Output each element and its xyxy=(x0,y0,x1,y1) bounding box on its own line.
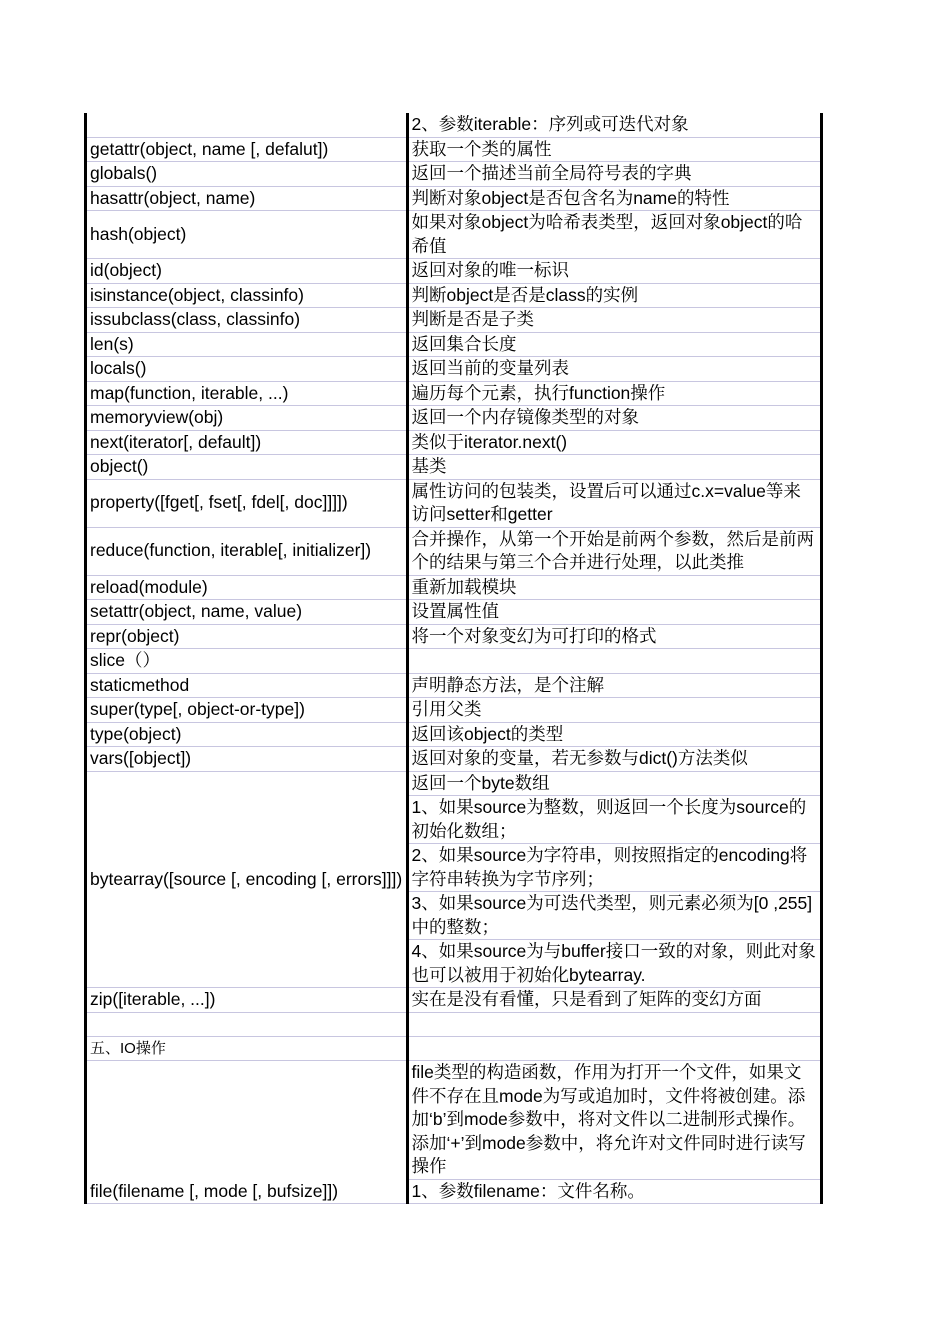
description-cell: 获取一个类的属性 xyxy=(407,137,820,162)
description-cell: 合并操作，从第一个开始是前两个参数，然后是前两个的结果与第三个合并进行处理，以此类推 xyxy=(407,527,820,575)
function-signature-cell: property([fget[, fset[, fdel[, doc]]]]) xyxy=(87,479,407,527)
table-row xyxy=(87,211,820,259)
table-row xyxy=(87,406,820,431)
description-cell: file类型的构造函数，作用为打开一个文件，如果文件不存在且mode为写或追加时，文件将被创建。添加‘b’到mode参数中，将对文件以二进制形式操作。添加‘+’到mode参数中，将允许对文件同时进行读写操作 xyxy=(407,1061,820,1180)
function-signature-cell: slice（） xyxy=(87,649,407,674)
description-cell: 实在是没有看懂，只是看到了矩阵的变幻方面 xyxy=(407,988,820,1013)
table-row xyxy=(87,747,820,772)
description-cell: 属性访问的包装类，设置后可以通过c.x=value等来访问setter和getter xyxy=(407,479,820,527)
function-signature-cell: reload(module) xyxy=(87,575,407,600)
table-row xyxy=(87,113,820,137)
function-signature-cell: isinstance(object, classinfo) xyxy=(87,283,407,308)
description-cell: 判断object是否是class的实例 xyxy=(407,283,820,308)
description-cell: 判断是否是子类 xyxy=(407,308,820,333)
function-signature-cell: type(object) xyxy=(87,722,407,747)
description-cell: 2、如果source为字符串，则按照指定的encoding将字符串转换为字节序列； xyxy=(407,844,820,892)
table-row xyxy=(87,698,820,723)
table-row xyxy=(87,137,820,162)
function-signature-cell: bytearray([source [, encoding [, errors]]]) xyxy=(87,771,407,988)
function-signature-cell: next(iterator[, default]) xyxy=(87,430,407,455)
description-cell: 基类 xyxy=(407,455,820,480)
table-row xyxy=(87,575,820,600)
table-row xyxy=(87,673,820,698)
description-cell: 4、如果source为与buffer接口一致的对象，则此对象也可以被用于初始化bytearray. xyxy=(407,940,820,988)
function-signature-cell: file(filename [, mode [, bufsize]]) xyxy=(87,1061,407,1204)
description-cell: 返回一个内存镜像类型的对象 xyxy=(407,406,820,431)
table-row xyxy=(87,381,820,406)
function-signature-cell: super(type[, object-or-type]) xyxy=(87,698,407,723)
function-signature-cell: hash(object) xyxy=(87,211,407,259)
table-row xyxy=(87,430,820,455)
table-row xyxy=(87,527,820,575)
table-row xyxy=(87,1061,820,1180)
table-row xyxy=(87,259,820,284)
function-signature-cell: staticmethod xyxy=(87,673,407,698)
table-row xyxy=(87,624,820,649)
description-cell: 设置属性值 xyxy=(407,600,820,625)
description-cell: 引用父类 xyxy=(407,698,820,723)
table-row xyxy=(87,283,820,308)
description-cell: 1、参数filename：文件名称。 xyxy=(407,1179,820,1204)
table-row xyxy=(87,308,820,333)
table-row xyxy=(87,600,820,625)
description-cell: 2、参数iterable：序列或可迭代对象 xyxy=(407,113,820,137)
description-cell: 返回一个描述当前全局符号表的字典 xyxy=(407,162,820,187)
table-row xyxy=(87,332,820,357)
table-body xyxy=(87,113,820,1204)
function-signature-cell: id(object) xyxy=(87,259,407,284)
section-title: 五、IO操作 xyxy=(87,1036,407,1061)
function-signature-cell: issubclass(class, classinfo) xyxy=(87,308,407,333)
function-signature-cell: hasattr(object, name) xyxy=(87,186,407,211)
table-row xyxy=(87,357,820,382)
description-cell: 遍历每个元素，执行function操作 xyxy=(407,381,820,406)
description-cell: 3、如果source为可迭代类型，则元素必须为[0 ,255]中的整数； xyxy=(407,892,820,940)
table-row xyxy=(87,455,820,480)
description-cell: 返回对象的唯一标识 xyxy=(407,259,820,284)
function-signature-cell: vars([object]) xyxy=(87,747,407,772)
description-cell: 类似于iterator.next() xyxy=(407,430,820,455)
description-cell: 1、如果source为整数，则返回一个长度为source的初始化数组； xyxy=(407,796,820,844)
function-signature-cell: repr(object) xyxy=(87,624,407,649)
description-cell: 重新加载模块 xyxy=(407,575,820,600)
description-cell xyxy=(407,649,820,674)
function-signature-cell: locals() xyxy=(87,357,407,382)
function-signature-cell: map(function, iterable, ...) xyxy=(87,381,407,406)
empty-cell xyxy=(407,1036,820,1061)
section-header-row xyxy=(87,1036,820,1061)
function-signature-cell: memoryview(obj) xyxy=(87,406,407,431)
spreadsheet xyxy=(84,113,823,1204)
function-signature-cell: zip([iterable, ...]) xyxy=(87,988,407,1013)
function-signature-cell: globals() xyxy=(87,162,407,187)
function-signature-cell: getattr(object, name [, defalut]) xyxy=(87,137,407,162)
description-cell: 声明静态方法，是个注解 xyxy=(407,673,820,698)
table-row xyxy=(87,649,820,674)
empty-cell xyxy=(407,1012,820,1036)
empty-row xyxy=(87,1012,820,1036)
table-row xyxy=(87,162,820,187)
description-cell: 返回当前的变量列表 xyxy=(407,357,820,382)
description-cell: 返回集合长度 xyxy=(407,332,820,357)
function-signature-cell: object() xyxy=(87,455,407,480)
description-cell: 判断对象object是否包含名为name的特性 xyxy=(407,186,820,211)
table-row xyxy=(87,722,820,747)
function-signature-cell xyxy=(87,113,407,137)
empty-cell xyxy=(87,1012,407,1036)
description-cell: 返回对象的变量，若无参数与dict()方法类似 xyxy=(407,747,820,772)
builtin-functions-table xyxy=(87,113,820,1204)
table-row xyxy=(87,771,820,796)
table-row xyxy=(87,988,820,1013)
description-cell: 返回该object的类型 xyxy=(407,722,820,747)
table-row xyxy=(87,479,820,527)
table-row xyxy=(87,186,820,211)
function-signature-cell: reduce(function, iterable[, initializer]) xyxy=(87,527,407,575)
function-signature-cell: setattr(object, name, value) xyxy=(87,600,407,625)
description-cell: 将一个对象变幻为可打印的格式 xyxy=(407,624,820,649)
description-cell: 返回一个byte数组 xyxy=(407,771,820,796)
function-signature-cell: len(s) xyxy=(87,332,407,357)
description-cell: 如果对象object为哈希表类型，返回对象object的哈希值 xyxy=(407,211,820,259)
